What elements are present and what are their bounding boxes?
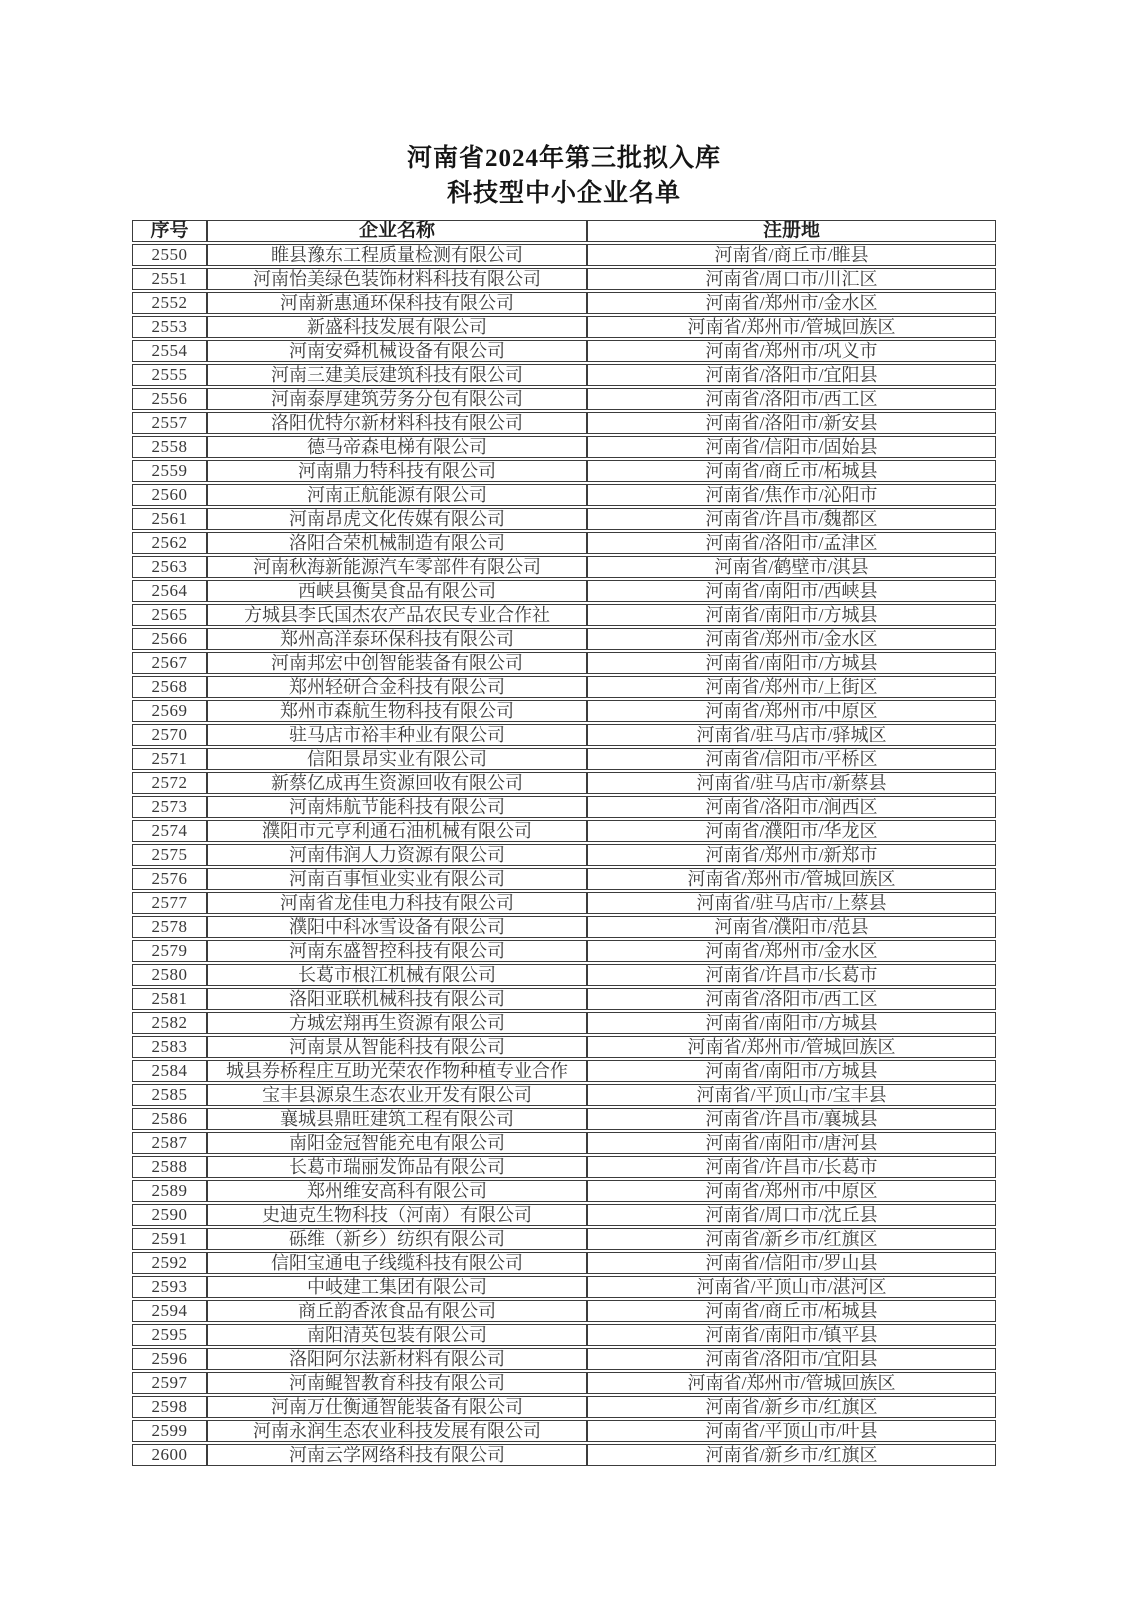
registration-location: 河南省/驻马店市/驿城区 bbox=[587, 724, 996, 746]
company-name: 濮阳市元亨利通石油机械有限公司 bbox=[207, 820, 587, 842]
registration-location: 河南省/焦作市/沁阳市 bbox=[587, 484, 996, 506]
registration-location: 河南省/信阳市/罗山县 bbox=[587, 1252, 996, 1274]
table-row bbox=[132, 580, 996, 602]
table-row bbox=[132, 1252, 996, 1274]
table-row bbox=[132, 1204, 996, 1226]
registration-location: 河南省/洛阳市/宜阳县 bbox=[587, 1348, 996, 1370]
company-name: 砾维（新乡）纺织有限公司 bbox=[207, 1228, 587, 1250]
row-index: 2561 bbox=[132, 508, 207, 530]
table-row bbox=[132, 484, 996, 506]
registration-location: 河南省/平顶山市/叶县 bbox=[587, 1420, 996, 1442]
table-row bbox=[132, 1444, 996, 1466]
row-index: 2571 bbox=[132, 748, 207, 770]
registration-location: 河南省/郑州市/中原区 bbox=[587, 700, 996, 722]
company-name: 河南伟润人力资源有限公司 bbox=[207, 844, 587, 866]
row-index: 2592 bbox=[132, 1252, 207, 1274]
registration-location: 河南省/郑州市/金水区 bbox=[587, 292, 996, 314]
row-index: 2597 bbox=[132, 1372, 207, 1394]
table-row bbox=[132, 1180, 996, 1202]
row-index: 2564 bbox=[132, 580, 207, 602]
row-index: 2590 bbox=[132, 1204, 207, 1226]
company-name: 史迪克生物科技（河南）有限公司 bbox=[207, 1204, 587, 1226]
row-index: 2551 bbox=[132, 268, 207, 290]
company-name: 河南三建美辰建筑科技有限公司 bbox=[207, 364, 587, 386]
table-row bbox=[132, 796, 996, 818]
registration-location: 河南省/鹤壁市/淇县 bbox=[587, 556, 996, 578]
company-name: 郑州高洋泰环保科技有限公司 bbox=[207, 628, 587, 650]
registration-location: 河南省/许昌市/襄城县 bbox=[587, 1108, 996, 1130]
registration-location: 河南省/南阳市/镇平县 bbox=[587, 1324, 996, 1346]
document-page bbox=[132, 0, 996, 1468]
table-row bbox=[132, 1276, 996, 1298]
company-name: 信阳宝通电子线缆科技有限公司 bbox=[207, 1252, 587, 1274]
company-name: 南阳清英包装有限公司 bbox=[207, 1324, 587, 1346]
table-row bbox=[132, 1348, 996, 1370]
registration-location: 河南省/郑州市/管城回族区 bbox=[587, 1372, 996, 1394]
table-row bbox=[132, 364, 996, 386]
company-name: 洛阳优特尔新材料科技有限公司 bbox=[207, 412, 587, 434]
company-name: 方城县李氏国杰农产品农民专业合作社 bbox=[207, 604, 587, 626]
table-row bbox=[132, 412, 996, 434]
table-row bbox=[132, 508, 996, 530]
table-row bbox=[132, 436, 996, 458]
registration-location: 河南省/周口市/川汇区 bbox=[587, 268, 996, 290]
title-line-1: 河南省2024年第三批拟入库 bbox=[406, 145, 721, 172]
table-row bbox=[132, 964, 996, 986]
registration-location: 河南省/驻马店市/上蔡县 bbox=[587, 892, 996, 914]
table-row bbox=[132, 244, 996, 266]
registration-location: 河南省/许昌市/长葛市 bbox=[587, 964, 996, 986]
company-name: 河南鲲智教育科技有限公司 bbox=[207, 1372, 587, 1394]
registration-location: 河南省/郑州市/管城回族区 bbox=[587, 1036, 996, 1058]
table-row bbox=[132, 1060, 996, 1082]
company-name: 南阳金冠智能充电有限公司 bbox=[207, 1132, 587, 1154]
header-company-name: 企业名称 bbox=[207, 220, 587, 242]
table-row bbox=[132, 1420, 996, 1442]
company-name: 河南昂虎文化传媒有限公司 bbox=[207, 508, 587, 530]
row-index: 2589 bbox=[132, 1180, 207, 1202]
row-index: 2574 bbox=[132, 820, 207, 842]
registration-location: 河南省/洛阳市/新安县 bbox=[587, 412, 996, 434]
table-row bbox=[132, 1132, 996, 1154]
company-name: 河南鼎力特科技有限公司 bbox=[207, 460, 587, 482]
company-name: 长葛市瑞丽发饰品有限公司 bbox=[207, 1156, 587, 1178]
registration-location: 河南省/新乡市/红旗区 bbox=[587, 1228, 996, 1250]
table-row bbox=[132, 340, 996, 362]
row-index: 2554 bbox=[132, 340, 207, 362]
table-row bbox=[132, 604, 996, 626]
row-index: 2596 bbox=[132, 1348, 207, 1370]
row-index: 2586 bbox=[132, 1108, 207, 1130]
registration-location: 河南省/郑州市/中原区 bbox=[587, 1180, 996, 1202]
table-row bbox=[132, 1300, 996, 1322]
table-row bbox=[132, 1396, 996, 1418]
company-name: 新盛科技发展有限公司 bbox=[207, 316, 587, 338]
registration-location: 河南省/信阳市/平桥区 bbox=[587, 748, 996, 770]
row-index: 2577 bbox=[132, 892, 207, 914]
row-index: 2600 bbox=[132, 1444, 207, 1466]
row-index: 2575 bbox=[132, 844, 207, 866]
row-index: 2585 bbox=[132, 1084, 207, 1106]
row-index: 2595 bbox=[132, 1324, 207, 1346]
table-row bbox=[132, 676, 996, 698]
row-index: 2594 bbox=[132, 1300, 207, 1322]
table-row bbox=[132, 292, 996, 314]
registration-location: 河南省/南阳市/唐河县 bbox=[587, 1132, 996, 1154]
registration-location: 河南省/郑州市/金水区 bbox=[587, 628, 996, 650]
company-name: 河南永润生态农业科技发展有限公司 bbox=[207, 1420, 587, 1442]
table-row bbox=[132, 772, 996, 794]
table-row bbox=[132, 724, 996, 746]
registration-location: 河南省/洛阳市/西工区 bbox=[587, 388, 996, 410]
table-row bbox=[132, 268, 996, 290]
registration-location: 河南省/新乡市/红旗区 bbox=[587, 1444, 996, 1466]
company-name: 郑州轻研合金科技有限公司 bbox=[207, 676, 587, 698]
registration-location: 河南省/郑州市/管城回族区 bbox=[587, 316, 996, 338]
row-index: 2563 bbox=[132, 556, 207, 578]
table-row bbox=[132, 532, 996, 554]
row-index: 2570 bbox=[132, 724, 207, 746]
document-title bbox=[132, 141, 996, 211]
row-index: 2567 bbox=[132, 652, 207, 674]
company-name: 河南云学网络科技有限公司 bbox=[207, 1444, 587, 1466]
company-name: 信阳景昂实业有限公司 bbox=[207, 748, 587, 770]
row-index: 2560 bbox=[132, 484, 207, 506]
row-index: 2580 bbox=[132, 964, 207, 986]
company-name: 河南省龙佳电力科技有限公司 bbox=[207, 892, 587, 914]
header-index: 序号 bbox=[132, 220, 207, 242]
table-row bbox=[132, 820, 996, 842]
company-name: 睢县豫东工程质量检测有限公司 bbox=[207, 244, 587, 266]
row-index: 2581 bbox=[132, 988, 207, 1010]
table-row bbox=[132, 892, 996, 914]
registration-location: 河南省/洛阳市/涧西区 bbox=[587, 796, 996, 818]
company-name: 河南泰厚建筑劳务分包有限公司 bbox=[207, 388, 587, 410]
table-row bbox=[132, 844, 996, 866]
row-index: 2578 bbox=[132, 916, 207, 938]
registration-location: 河南省/信阳市/固始县 bbox=[587, 436, 996, 458]
company-name: 城县券桥程庄互助光荣农作物种植专业合作 bbox=[207, 1060, 587, 1082]
company-name: 河南秋海新能源汽车零部件有限公司 bbox=[207, 556, 587, 578]
table-row bbox=[132, 1012, 996, 1034]
row-index: 2598 bbox=[132, 1396, 207, 1418]
company-name: 濮阳中科冰雪设备有限公司 bbox=[207, 916, 587, 938]
row-index: 2599 bbox=[132, 1420, 207, 1442]
row-index: 2588 bbox=[132, 1156, 207, 1178]
row-index: 2565 bbox=[132, 604, 207, 626]
row-index: 2550 bbox=[132, 244, 207, 266]
registration-location: 河南省/濮阳市/范县 bbox=[587, 916, 996, 938]
company-name: 长葛市根江机械有限公司 bbox=[207, 964, 587, 986]
company-name: 驻马店市裕丰种业有限公司 bbox=[207, 724, 587, 746]
company-name: 河南邦宏中创智能装备有限公司 bbox=[207, 652, 587, 674]
table-row bbox=[132, 940, 996, 962]
company-name: 河南东盛智控科技有限公司 bbox=[207, 940, 587, 962]
table-row bbox=[132, 1036, 996, 1058]
company-name: 西峡县衡昊食品有限公司 bbox=[207, 580, 587, 602]
company-name: 河南景从智能科技有限公司 bbox=[207, 1036, 587, 1058]
table-row bbox=[132, 1324, 996, 1346]
row-index: 2557 bbox=[132, 412, 207, 434]
table-row bbox=[132, 460, 996, 482]
row-index: 2593 bbox=[132, 1276, 207, 1298]
company-name: 郑州维安高科有限公司 bbox=[207, 1180, 587, 1202]
registration-location: 河南省/商丘市/柘城县 bbox=[587, 1300, 996, 1322]
row-index: 2555 bbox=[132, 364, 207, 386]
registration-location: 河南省/郑州市/上街区 bbox=[587, 676, 996, 698]
row-index: 2556 bbox=[132, 388, 207, 410]
registration-location: 河南省/郑州市/巩义市 bbox=[587, 340, 996, 362]
registration-location: 河南省/驻马店市/新蔡县 bbox=[587, 772, 996, 794]
registration-location: 河南省/洛阳市/宜阳县 bbox=[587, 364, 996, 386]
header-registration-location: 注册地 bbox=[587, 220, 996, 242]
registration-location: 河南省/南阳市/西峡县 bbox=[587, 580, 996, 602]
company-name: 商丘韵香浓食品有限公司 bbox=[207, 1300, 587, 1322]
table-row bbox=[132, 1228, 996, 1250]
company-name: 襄城县鼎旺建筑工程有限公司 bbox=[207, 1108, 587, 1130]
registration-location: 河南省/商丘市/柘城县 bbox=[587, 460, 996, 482]
row-index: 2584 bbox=[132, 1060, 207, 1082]
row-index: 2573 bbox=[132, 796, 207, 818]
table-header-row bbox=[132, 220, 996, 242]
registration-location: 河南省/郑州市/新郑市 bbox=[587, 844, 996, 866]
company-name: 方城宏翔再生资源有限公司 bbox=[207, 1012, 587, 1034]
company-name: 河南正航能源有限公司 bbox=[207, 484, 587, 506]
row-index: 2582 bbox=[132, 1012, 207, 1034]
table-row bbox=[132, 700, 996, 722]
registration-location: 河南省/平顶山市/宝丰县 bbox=[587, 1084, 996, 1106]
company-name: 新蔡亿成再生资源回收有限公司 bbox=[207, 772, 587, 794]
company-name: 宝丰县源泉生态农业开发有限公司 bbox=[207, 1084, 587, 1106]
company-name: 河南安舜机械设备有限公司 bbox=[207, 340, 587, 362]
company-name: 河南炜航节能科技有限公司 bbox=[207, 796, 587, 818]
row-index: 2591 bbox=[132, 1228, 207, 1250]
table-row bbox=[132, 916, 996, 938]
row-index: 2572 bbox=[132, 772, 207, 794]
row-index: 2553 bbox=[132, 316, 207, 338]
company-name: 河南百事恒业实业有限公司 bbox=[207, 868, 587, 890]
table-row bbox=[132, 868, 996, 890]
company-name: 中岐建工集团有限公司 bbox=[207, 1276, 587, 1298]
registration-location: 河南省/郑州市/金水区 bbox=[587, 940, 996, 962]
table-row bbox=[132, 1156, 996, 1178]
registration-location: 河南省/南阳市/方城县 bbox=[587, 1060, 996, 1082]
table-body bbox=[132, 244, 996, 1466]
table-row bbox=[132, 556, 996, 578]
registration-location: 河南省/新乡市/红旗区 bbox=[587, 1396, 996, 1418]
company-name: 河南万仕衡通智能装备有限公司 bbox=[207, 1396, 587, 1418]
company-name: 德马帝森电梯有限公司 bbox=[207, 436, 587, 458]
row-index: 2558 bbox=[132, 436, 207, 458]
registration-location: 河南省/周口市/沈丘县 bbox=[587, 1204, 996, 1226]
row-index: 2568 bbox=[132, 676, 207, 698]
table-row bbox=[132, 748, 996, 770]
registration-location: 河南省/平顶山市/湛河区 bbox=[587, 1276, 996, 1298]
row-index: 2583 bbox=[132, 1036, 207, 1058]
table-row bbox=[132, 628, 996, 650]
row-index: 2562 bbox=[132, 532, 207, 554]
company-name: 河南新惠通环保科技有限公司 bbox=[207, 292, 587, 314]
table-row bbox=[132, 652, 996, 674]
table-row bbox=[132, 1084, 996, 1106]
table-row bbox=[132, 988, 996, 1010]
registration-location: 河南省/洛阳市/西工区 bbox=[587, 988, 996, 1010]
row-index: 2559 bbox=[132, 460, 207, 482]
company-name: 河南怡美绿色装饰材料科技有限公司 bbox=[207, 268, 587, 290]
registration-location: 河南省/南阳市/方城县 bbox=[587, 1012, 996, 1034]
registration-location: 河南省/洛阳市/孟津区 bbox=[587, 532, 996, 554]
row-index: 2587 bbox=[132, 1132, 207, 1154]
registration-location: 河南省/南阳市/方城县 bbox=[587, 652, 996, 674]
row-index: 2576 bbox=[132, 868, 207, 890]
row-index: 2569 bbox=[132, 700, 207, 722]
registration-location: 河南省/许昌市/长葛市 bbox=[587, 1156, 996, 1178]
table-row bbox=[132, 316, 996, 338]
company-name: 郑州市森航生物科技有限公司 bbox=[207, 700, 587, 722]
table-row bbox=[132, 388, 996, 410]
title-line-2: 科技型中小企业名单 bbox=[446, 180, 681, 207]
row-index: 2566 bbox=[132, 628, 207, 650]
registration-location: 河南省/商丘市/睢县 bbox=[587, 244, 996, 266]
table-row bbox=[132, 1108, 996, 1130]
registration-location: 河南省/濮阳市/华龙区 bbox=[587, 820, 996, 842]
company-name: 洛阳阿尔法新材料有限公司 bbox=[207, 1348, 587, 1370]
row-index: 2579 bbox=[132, 940, 207, 962]
registration-location: 河南省/郑州市/管城回族区 bbox=[587, 868, 996, 890]
registration-location: 河南省/许昌市/魏都区 bbox=[587, 508, 996, 530]
company-table bbox=[132, 218, 996, 1468]
table-row bbox=[132, 1372, 996, 1394]
company-name: 洛阳亚联机械科技有限公司 bbox=[207, 988, 587, 1010]
company-name: 洛阳合荣机械制造有限公司 bbox=[207, 532, 587, 554]
row-index: 2552 bbox=[132, 292, 207, 314]
registration-location: 河南省/南阳市/方城县 bbox=[587, 604, 996, 626]
